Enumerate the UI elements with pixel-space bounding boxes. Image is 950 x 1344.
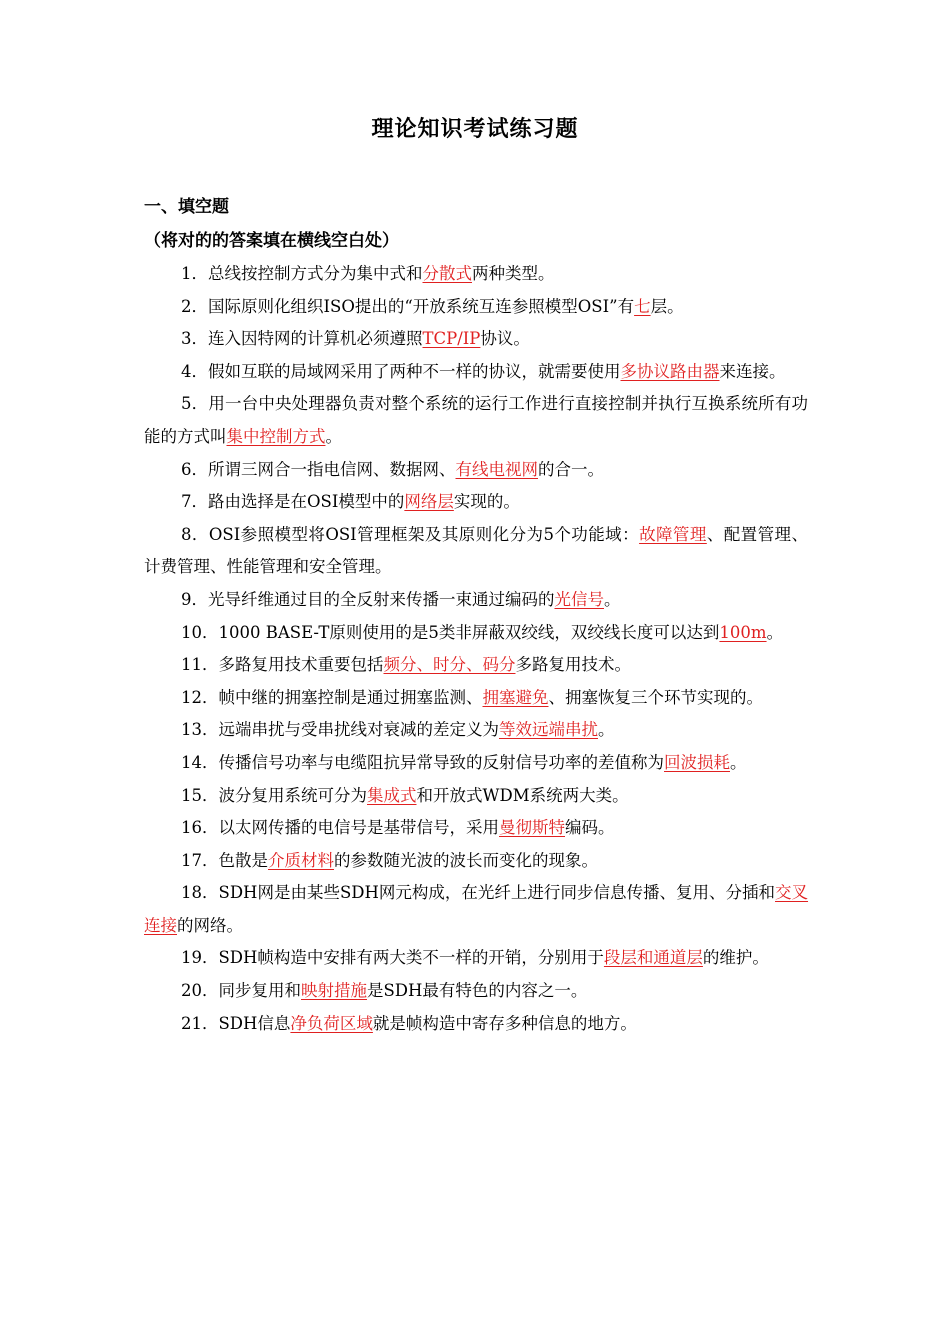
question-answer: 净负荷区域 bbox=[290, 1013, 373, 1033]
question-answer: 网络层 bbox=[404, 492, 454, 512]
question-number: 14． bbox=[181, 752, 219, 772]
question-number: 10． bbox=[181, 622, 219, 642]
question-text: 色散是 bbox=[218, 850, 268, 870]
question-text-end: 。 bbox=[325, 426, 342, 446]
question-text-end: 的参数随光波的波长而变化的现象。 bbox=[334, 850, 598, 870]
question-answer: TCP/IP bbox=[422, 329, 481, 349]
question-text: 所谓三网合一指电信网、数据网、 bbox=[208, 459, 456, 479]
question-number: 3． bbox=[181, 329, 208, 349]
question-text: 以太网传播的电信号是基带信号，采用 bbox=[218, 818, 499, 838]
question-answer: 光信号 bbox=[554, 589, 604, 609]
question-item bbox=[144, 812, 808, 845]
question-text-end: 的维护。 bbox=[702, 948, 769, 968]
question-text-end: 实现的。 bbox=[453, 492, 520, 512]
question-text: 远端串扰与受串扰线对衰减的差定义为 bbox=[218, 720, 499, 740]
question-number: 12． bbox=[181, 687, 219, 707]
question-answer: 交叉连接 bbox=[144, 883, 809, 935]
question-text-end: 。 bbox=[766, 622, 784, 642]
question-text-end: 、拥塞恢复三个环节实现的。 bbox=[548, 687, 763, 707]
question-number: 8． bbox=[181, 524, 209, 544]
question-text: 1000 BASE-T原则使用的是5类非屏蔽双绞线，双绞线长度可以达到 bbox=[218, 622, 720, 642]
question-number: 17． bbox=[181, 850, 219, 870]
question-answer: 回波损耗 bbox=[664, 752, 730, 772]
question-number: 21． bbox=[181, 1013, 219, 1033]
question-number: 1． bbox=[181, 264, 208, 283]
section-heading: 一、填空题 bbox=[144, 197, 229, 217]
question-text-end: 就是帧构造中寄存多种信息的地方。 bbox=[372, 1013, 637, 1033]
question-answer: 多协议路由器 bbox=[620, 361, 720, 381]
question-item bbox=[144, 942, 808, 975]
question-answer: 有线电视网 bbox=[455, 459, 538, 479]
question-text: OSI参照模型将OSI管理框架及其原则化分为5个功能域： bbox=[208, 524, 640, 544]
question-text-end: 。 bbox=[604, 589, 621, 609]
question-answer: 集成式 bbox=[367, 785, 417, 805]
question-number: 19． bbox=[181, 948, 219, 968]
question-item bbox=[144, 649, 808, 682]
question-answer: 100m bbox=[719, 622, 767, 642]
question-answer: 故障管理 bbox=[639, 524, 707, 544]
question-text: 用一台中央处理器负责对整个系统的运行工作进行直接控制并执行互换系统所有功能的方式叫 bbox=[144, 394, 809, 446]
question-text: 光导纤维通过目的全反射来传播一束通过编码的 bbox=[208, 589, 555, 609]
question-number: 7． bbox=[181, 492, 208, 512]
question-text: SDH信息 bbox=[218, 1013, 291, 1033]
question-item bbox=[144, 780, 808, 813]
question-item bbox=[144, 682, 808, 715]
question-item bbox=[144, 323, 808, 356]
question-text-end: 的合一。 bbox=[538, 459, 604, 479]
question-item bbox=[144, 714, 808, 747]
question-number: 18． bbox=[181, 883, 219, 903]
question-item bbox=[144, 617, 808, 650]
question-text: SDH网是由某些SDH网元构成，在光纤上进行同步信息传播、复用、分插和 bbox=[218, 883, 776, 903]
question-text: SDH帧构造中安排有两大类不一样的开销，分别用于 bbox=[218, 948, 604, 968]
question-text: 传播信号功率与电缆阻抗异常导致的反射信号功率的差值称为 bbox=[218, 752, 664, 772]
question-answer: 拥塞避免 bbox=[482, 687, 549, 707]
question-item bbox=[144, 975, 808, 1008]
question-text: 假如互联的局域网采用了两种不一样的协议，就需要使用 bbox=[208, 361, 621, 381]
question-text: 波分复用系统可分为 bbox=[218, 785, 367, 805]
question-text-end: 是SDH最有特色的内容之一。 bbox=[367, 981, 588, 1001]
question-text-end: 协议。 bbox=[480, 329, 530, 349]
question-number: 6． bbox=[181, 459, 208, 479]
question-text-end: 多路复用技术。 bbox=[515, 655, 631, 675]
question-text: 多路复用技术重要包括 bbox=[218, 655, 384, 675]
section-instruction: （将对的的答案填在横线空白处） bbox=[144, 231, 399, 251]
question-text-end: 和开放式WDM系统两大类。 bbox=[416, 785, 629, 805]
question-answer: 分散式 bbox=[422, 264, 472, 283]
question-number: 11． bbox=[181, 655, 219, 675]
question-number: 4． bbox=[181, 361, 208, 381]
question-item bbox=[144, 486, 808, 519]
question-text-end: 两种类型。 bbox=[472, 264, 555, 283]
question-answer: 介质材料 bbox=[268, 850, 334, 870]
question-text: 帧中继的拥塞控制是通过拥塞监测、 bbox=[218, 687, 483, 707]
question-item bbox=[144, 519, 808, 584]
question-number: 2． bbox=[181, 296, 208, 316]
question-list bbox=[144, 258, 808, 1040]
question-text-end: 、配置管理、计费管理、性能管理和安全管理。 bbox=[144, 524, 808, 577]
question-item bbox=[144, 584, 808, 617]
page-title: 理论知识考试练习题 bbox=[371, 117, 579, 142]
question-number: 16． bbox=[181, 818, 219, 838]
question-item bbox=[144, 258, 808, 291]
question-answer: 映射措施 bbox=[301, 981, 367, 1001]
question-answer: 等效远端串扰 bbox=[499, 720, 598, 740]
question-text-end: 的网络。 bbox=[177, 915, 243, 935]
question-item bbox=[144, 356, 808, 389]
question-number: 9． bbox=[181, 589, 208, 609]
question-text: 总线按控制方式分为集中式和 bbox=[208, 264, 423, 283]
question-number: 13． bbox=[181, 720, 219, 740]
question-item bbox=[144, 388, 808, 453]
question-text-end: 层。 bbox=[650, 296, 684, 316]
question-number: 15． bbox=[181, 785, 219, 805]
question-text-end: 编码。 bbox=[565, 818, 615, 838]
question-item bbox=[144, 845, 808, 878]
question-item bbox=[144, 454, 808, 487]
question-text: 连入因特网的计算机必须遵照 bbox=[208, 329, 423, 349]
question-text: 国际原则化组织ISO提出的“开放系统互连参照模型OSI”有 bbox=[208, 296, 635, 316]
question-number: 20． bbox=[181, 981, 219, 1001]
question-item bbox=[144, 1008, 808, 1041]
question-text-end: 。 bbox=[730, 752, 747, 772]
question-item bbox=[144, 291, 808, 324]
question-text-end: 来连接。 bbox=[719, 361, 786, 381]
question-text-end: 。 bbox=[598, 720, 615, 740]
question-item bbox=[144, 747, 808, 780]
question-number: 5． bbox=[181, 394, 209, 414]
question-text: 路由选择是在OSI模型中的 bbox=[208, 492, 405, 512]
question-answer: 段层和通道层 bbox=[603, 948, 703, 968]
question-answer: 集中控制方式 bbox=[226, 426, 326, 446]
question-item bbox=[144, 877, 808, 942]
question-answer: 七 bbox=[634, 296, 651, 316]
question-text: 同步复用和 bbox=[218, 981, 301, 1001]
question-answer: 曼彻斯特 bbox=[499, 818, 565, 838]
question-answer: 频分、时分、码分 bbox=[383, 655, 516, 675]
